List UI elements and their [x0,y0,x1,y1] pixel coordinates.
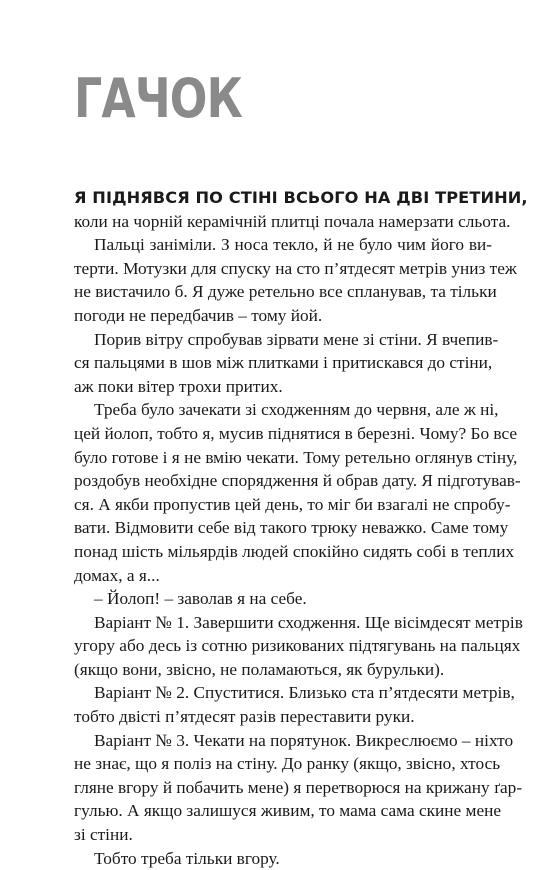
paragraph [74,847,492,870]
text-line: Я ПІДНЯВСЯ ПО СТІНІ ВСЬОГО НА ДВІ ТРЕТИНИ, [74,188,528,207]
paragraph [74,587,492,611]
text-line: було готове і я не вмію чекати. Тому ретельно оглянув стіну, [74,447,518,467]
text-line: Тобто треба тільки вгору. [94,848,280,868]
text-line: угору або десь із сотню ризикованих підтягувань на пальцях [74,636,521,656]
chapter-title: ГАЧОК [74,67,243,130]
text-line: Треба було зачекати зі сходженням до червня, але ж ні, [94,400,499,420]
text-line: (якщо вони, звісно, не поламаються, як бурульки). [74,659,445,679]
text-line: Пальці заніміли. З носа текло, й не було чим його ви- [94,235,492,255]
text-line: терти. Мотузки для спуску на сто п’ятдесят метрів униз теж [74,258,517,278]
paragraph [74,681,515,728]
text-line: вати. Відмовити себе від такого трюку неважко. Саме тому [74,518,509,538]
text-line: не вистачило б. Я дуже ретельно все спланував, та тільки [74,282,497,302]
paragraph [74,611,523,682]
paragraph [74,398,521,587]
paragraph [74,233,517,327]
text-line: гулью. А якщо залишуся живим, то мама сама скине мене [74,801,502,821]
text-line: тобто двісті п’ятдесят разів переставити руки. [74,707,415,727]
text-line: понад шість мільярдів людей спокійно сидять собі в теплих [74,541,515,561]
text-line: погоди не передбачив – тому йой. [74,305,323,325]
text-line: Варіант № 1. Завершити сходження. Ще вісімдесят метрів [94,612,523,632]
paragraph [74,186,528,233]
text-line: роздобув необхідне спорядження й обрав дату. Я підготував- [74,471,521,491]
text-line: Порив вітру спробував зірвати мене зі стіни. Я вчепив- [94,329,499,349]
text-line: домах, а я... [74,565,160,585]
text-line: – Йолоп! – заволав я на себе. [94,589,307,609]
text-line: ся. А якби пропустив цей день, то міг би взагалі не спробу- [74,494,511,514]
text-line: не знає, що я поліз на стіну. До ранку (якщо, звісно, хтось [74,754,501,774]
text-line: цей йолоп, тобто я, мусив піднятися в березні. Чому? Бо все [74,423,518,443]
text-line: коли на чорній керамічній плитці почала намерзати сльота. [74,211,511,231]
text-line: гляне вгору й побачить мене) я перетворюся на крижану ґар- [74,777,523,797]
paragraph [74,729,523,847]
paragraph [74,328,499,399]
text-line: аж поки вітер трохи притих. [74,376,283,396]
text-line: Варіант № 2. Спуститися. Близько ста п’ятдесяти метрів, [94,683,515,703]
text-line: зі стіни. [74,825,133,845]
text-line: Варіант № 3. Чекати на порятунок. Викреслюємо – ніхто [94,730,514,750]
body-text [74,186,528,870]
text-line: ся пальцями в шов між плитками і притискався до стіни, [74,353,493,373]
